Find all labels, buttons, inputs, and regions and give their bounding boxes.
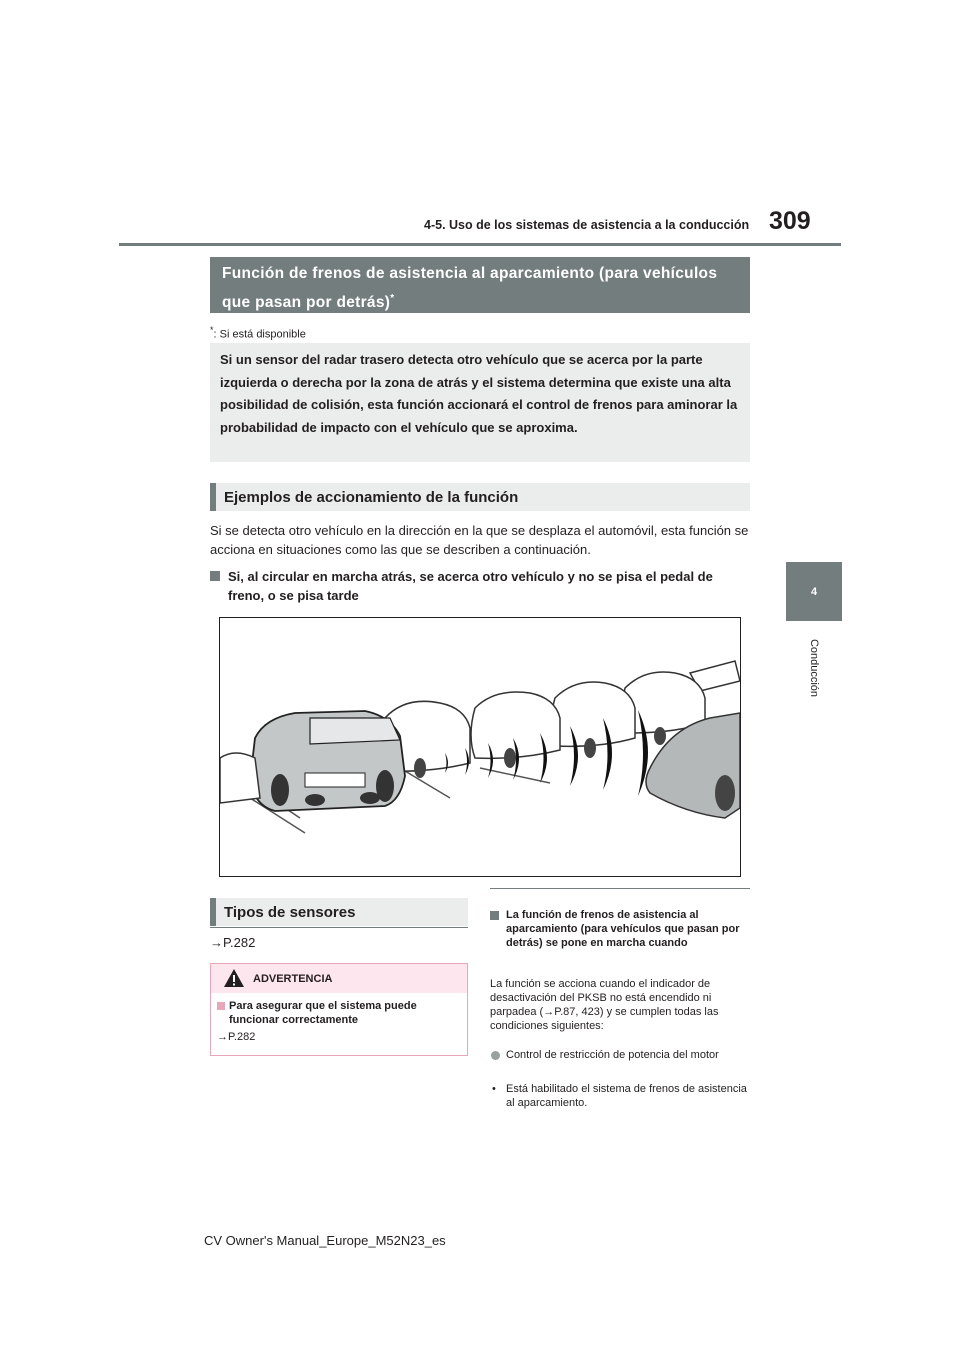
column-rule bbox=[490, 888, 750, 889]
activation-heading bbox=[490, 908, 750, 950]
warning-title: ADVERTENCIA bbox=[253, 972, 333, 985]
chapter-label bbox=[806, 632, 822, 704]
condition-bullet bbox=[490, 1048, 750, 1062]
intro-summary: Si un sensor del radar trasero detecta otro vehículo que se acerca por la parte izquierda o derecha por la zona de atrás y el sistema determina que existe una alta posibilidad de colisión, esta función accionará el control de frenos para aminorar la probabilidad de impacto con el vehículo que se aproxima. bbox=[210, 343, 750, 462]
sensors-page-reference: →P.282 bbox=[210, 935, 256, 950]
chapter-number: 4 bbox=[810, 585, 818, 598]
condition-sub-bullet bbox=[490, 1082, 750, 1110]
circle-bullet-icon bbox=[491, 1051, 500, 1060]
reversing-suv bbox=[250, 711, 405, 811]
feature-title bbox=[210, 257, 750, 313]
document-footer: CV Owner's Manual_Europe_M52N23_es bbox=[204, 1233, 446, 1248]
parking-illustration bbox=[220, 618, 740, 876]
section-heading-sensors: Tipos de sensores bbox=[210, 898, 468, 926]
availability-footnote bbox=[210, 325, 306, 341]
activation-conditions-text: La función se acciona cuando el indicador de desactivación del PKSB no está encendido ni parpadea (→P.87, 423) y se cumplen todas las condiciones siguientes: bbox=[490, 978, 719, 1032]
sub-bullet-marker: • bbox=[492, 1083, 496, 1095]
chapter-tab bbox=[786, 562, 842, 621]
warning-box bbox=[210, 963, 468, 1056]
case-heading bbox=[210, 567, 750, 605]
chapter-label-text: Conducción bbox=[808, 638, 820, 698]
condition-bullet-text: Control de restricción de potencia del motor bbox=[506, 1049, 719, 1061]
footnote-text: : Si está disponible bbox=[213, 328, 306, 341]
running-header: 4-5. Uso de los sistemas de asistencia a la conducción bbox=[424, 218, 750, 232]
warning-page-reference: →P.282 bbox=[217, 1031, 256, 1043]
footnote-marker: * bbox=[210, 325, 214, 335]
warning-item bbox=[211, 993, 467, 1027]
header-rule bbox=[119, 243, 841, 246]
case-heading-text: Si, al circular en marcha atrás, se acerca otro vehículo y no se pisa el pedal de freno, o se pisa tarde bbox=[228, 569, 713, 603]
square-bullet-icon bbox=[210, 571, 220, 581]
title-footnote-marker: * bbox=[390, 293, 395, 304]
section-heading-examples: Ejemplos de accionamiento de la función bbox=[210, 483, 750, 511]
warning-triangle-icon bbox=[223, 968, 245, 988]
condition-sub-bullet-text: Está habilitado el sistema de frenos de asistencia al aparcamiento. bbox=[506, 1083, 747, 1109]
square-bullet-icon bbox=[217, 1002, 225, 1010]
page-number: 309 bbox=[769, 207, 811, 235]
illustration-reversing-scene bbox=[219, 617, 741, 877]
activation-heading-text: La función de frenos de asistencia al aparcamiento (para vehículos que pasan por detrás) se pone en marcha cuando bbox=[506, 909, 740, 949]
warning-item-text: Para asegurar que el sistema puede funcionar correctamente bbox=[229, 1000, 417, 1026]
feature-title-text: Función de frenos de asistencia al aparcamiento (para vehículos que pasan por detrás) bbox=[222, 265, 718, 312]
sensors-heading-rule bbox=[210, 927, 468, 928]
square-bullet-icon bbox=[490, 911, 499, 920]
warning-header bbox=[211, 964, 467, 993]
examples-body: Si se detecta otro vehículo en la dirección en la que se desplaza el automóvil, esta función se acciona en situaciones como las que se describen a continuación. bbox=[210, 523, 749, 557]
